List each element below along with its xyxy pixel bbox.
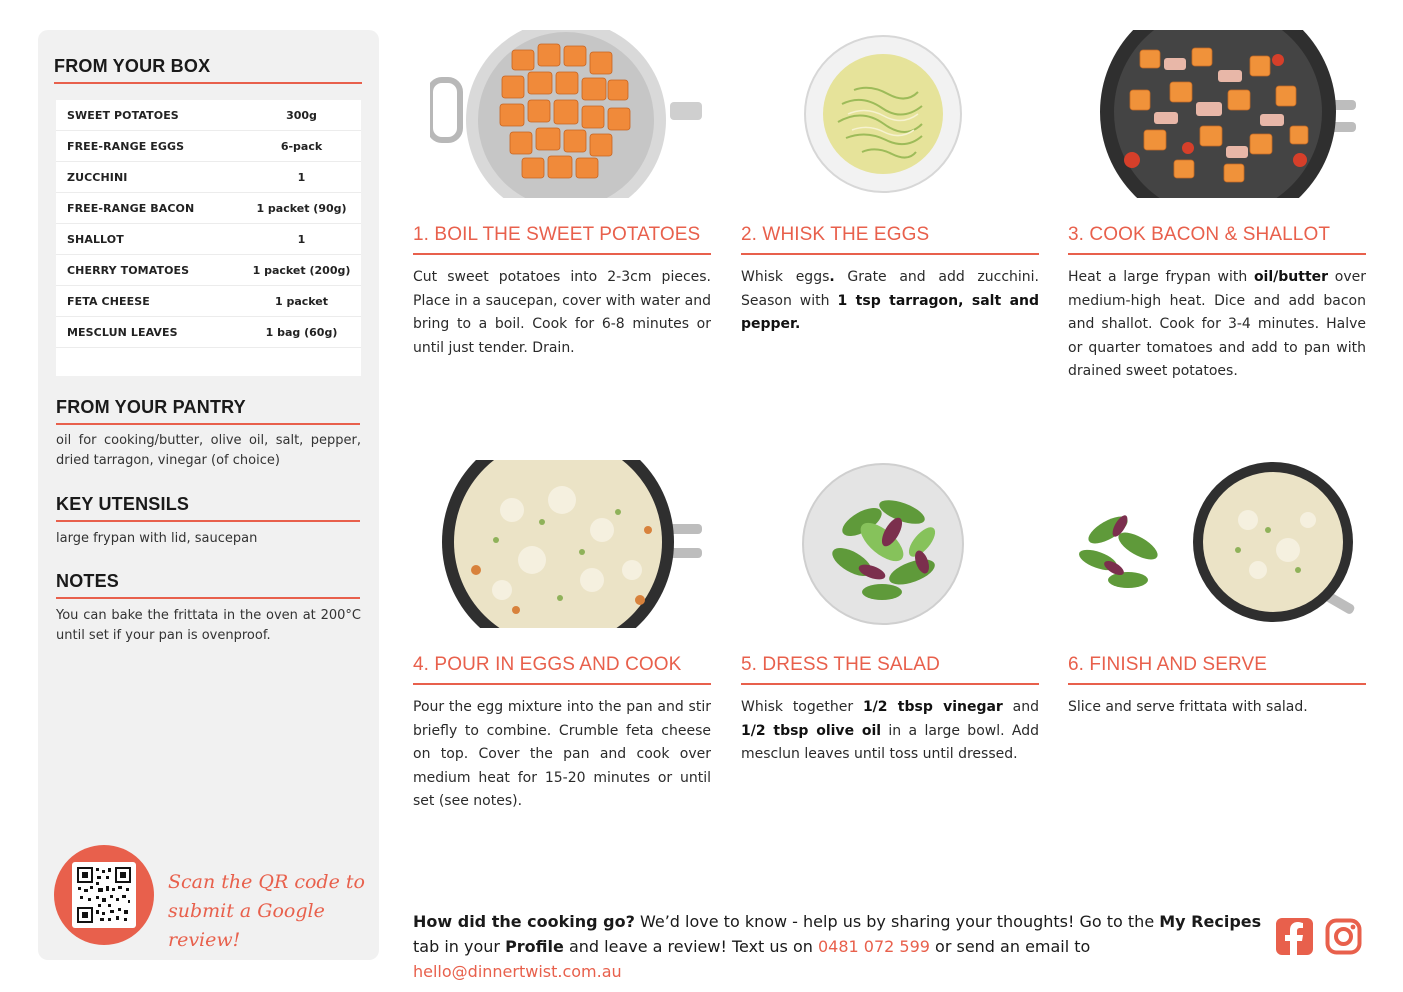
step-3-text	[1068, 266, 1366, 384]
step-text-segment: Pour the egg mixture into the pan and stir briefly to combine. Crumble feta cheese on top. Cover the pan and cook over medium heat for 15-20 minutes or until set (see notes).	[413, 699, 711, 809]
ingredient-qty: 1 packet	[274, 294, 329, 308]
colander-sweet-potatoes-icon	[430, 30, 702, 198]
step-3-title: 3. COOK BACON & SHALLOT	[1068, 224, 1331, 245]
step-text-segment: and	[1002, 699, 1039, 715]
step-text-segment: Grate and add zucchini. Season with	[741, 269, 1039, 309]
bold-text: .	[829, 269, 835, 285]
pantry-title: FROM YOUR PANTRY	[56, 397, 246, 417]
divider	[56, 423, 360, 425]
bold-text: oil/butter	[1253, 269, 1329, 285]
qr-caption-line-1: Scan the QR code to	[168, 871, 365, 893]
frypan-bacon-icon	[1100, 30, 1356, 198]
ingredient-qty: 1 bag (60g)	[265, 325, 338, 339]
step-2-title: 2. WHISK THE EGGS	[741, 224, 930, 245]
divider	[413, 683, 711, 685]
footer-question: How did the cooking go?	[413, 912, 635, 931]
divider	[56, 520, 360, 522]
step-1-text	[413, 266, 711, 360]
table-row	[56, 131, 361, 162]
pantry-text: oil for cooking/butter, olive oil, salt, pepper, dried tarragon, vinegar (of choice)	[56, 433, 361, 468]
frittata-and-salad-icon	[1068, 460, 1356, 628]
phone-link[interactable]: 0481 072 599	[817, 937, 930, 956]
ingredient-name: SWEET POTATOES	[67, 108, 179, 122]
footer-text: and leave a review! Text us on	[563, 937, 818, 956]
qr-caption	[168, 868, 368, 955]
table-row	[56, 193, 361, 224]
step-4-title: 4. POUR IN EGGS AND COOK	[413, 654, 682, 675]
facebook-icon[interactable]	[1276, 918, 1313, 955]
step-text-segment: Whisk together	[741, 699, 863, 715]
divider	[741, 683, 1039, 685]
my-recipes-link[interactable]: My Recipes	[1159, 912, 1262, 931]
table-row	[56, 162, 361, 193]
instagram-icon[interactable]	[1325, 918, 1362, 955]
divider	[413, 253, 711, 255]
divider	[54, 82, 362, 84]
ingredient-qty: 1	[297, 232, 306, 246]
utensils-text: large frypan with lid, saucepan	[56, 531, 258, 546]
step-5-text	[741, 696, 1039, 767]
ingredient-qty: 1 packet (90g)	[256, 201, 347, 215]
step-4-text	[413, 696, 711, 814]
step-text-segment: Heat a large frypan with	[1068, 269, 1254, 285]
footer-text: tab in your	[413, 937, 506, 956]
ingredient-name: FREE-RANGE EGGS	[67, 139, 185, 153]
qr-caption-line-2: submit a Google review!	[168, 900, 325, 951]
footer-text: We’d love to know - help us by sharing your thoughts! Go to the	[634, 912, 1160, 931]
step-1-title: 1. BOIL THE SWEET POTATOES	[413, 224, 701, 245]
frypan-frittata-icon	[442, 460, 702, 628]
ingredient-name: FREE-RANGE BACON	[67, 201, 195, 215]
footer-text: or send an email to	[929, 937, 1091, 956]
divider	[1068, 253, 1366, 255]
divider	[56, 597, 360, 599]
from-your-box-title: FROM YOUR BOX	[54, 56, 211, 76]
table-row	[56, 224, 361, 255]
step-text-segment: Slice and serve frittata with salad.	[1068, 699, 1308, 715]
step-text-segment: Whisk eggs	[741, 269, 830, 285]
divider	[1068, 683, 1366, 685]
ingredient-name: ZUCCHINI	[67, 170, 128, 184]
ingredient-name: FETA CHEESE	[67, 294, 150, 308]
ingredient-qty: 1	[297, 170, 306, 184]
table-row	[56, 317, 361, 348]
bold-text: 1/2 tbsp vinegar	[862, 699, 1003, 715]
step-5-title: 5. DRESS THE SALAD	[741, 654, 940, 675]
step-2-text	[741, 266, 1039, 337]
step-6-text	[1068, 696, 1366, 720]
step-text-segment: in a large bowl. Add mesclun leaves until toss until dressed.	[741, 722, 1040, 762]
step-text-segment: Cut sweet potatoes into 2-3cm pieces. Place in a saucepan, cover with water and bring to a boil. Cook for 6-8 minutes or until just tender. Drain.	[413, 269, 711, 356]
salad-bowl-icon	[802, 462, 964, 626]
ingredient-name: CHERRY TOMATOES	[67, 263, 190, 277]
ingredient-qty: 1 packet (200g)	[252, 263, 351, 277]
bold-text: 1/2 tbsp olive oil	[741, 722, 882, 739]
profile-link[interactable]: Profile	[505, 937, 564, 956]
bold-text: 1 tsp tarragon, salt and pepper.	[741, 292, 1040, 332]
step-text-segment: over medium-high heat. Dice and add bacon and shallot. Cook for 3-4 minutes. Halve or quarter tomatoes and add to pan with drained sweet potatoes.	[1068, 269, 1366, 379]
utensils-title: KEY UTENSILS	[56, 494, 190, 514]
notes-text: You can bake the frittata in the oven at 200°C until set if your pan is ovenproof.	[56, 608, 361, 643]
ingredient-qty: 6-pack	[280, 139, 323, 153]
table-row	[56, 100, 361, 131]
email-link[interactable]: hello@dinnertwist.com.au	[413, 962, 622, 981]
divider	[741, 253, 1039, 255]
notes-title: NOTES	[56, 571, 120, 591]
sidebar-panel	[38, 30, 379, 960]
qr-badge[interactable]	[54, 845, 154, 945]
step-6-title: 6. FINISH AND SERVE	[1068, 654, 1267, 675]
ingredient-name: SHALLOT	[67, 232, 124, 246]
ingredient-name: MESCLUN LEAVES	[67, 325, 178, 339]
ingredient-qty: 300g	[286, 108, 317, 122]
table-row	[56, 286, 361, 317]
table-row	[56, 255, 361, 286]
review-footer	[413, 909, 1263, 984]
qr-code-icon[interactable]	[72, 862, 136, 928]
bowl-whisked-eggs-icon	[802, 34, 964, 194]
ingredients-table	[56, 100, 361, 376]
